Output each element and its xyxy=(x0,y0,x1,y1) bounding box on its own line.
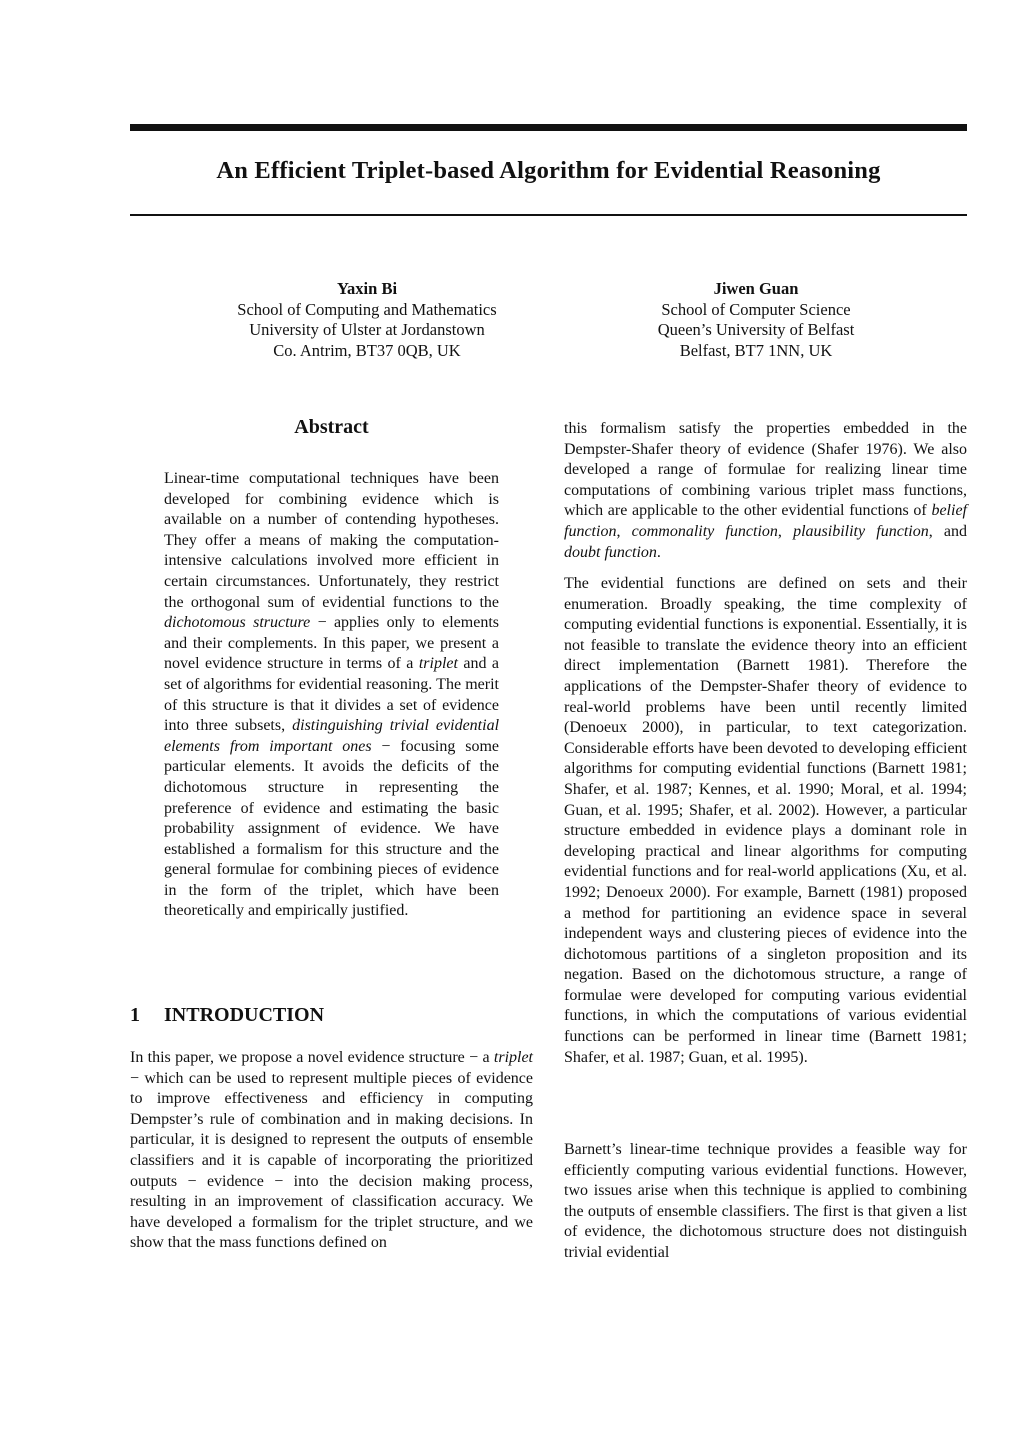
body-emphasis: triplet xyxy=(493,1049,533,1066)
body-text: In this paper, we propose a novel evidence structure − a xyxy=(130,1049,494,1066)
author-address: Co. Antrim, BT37 0QB, UK xyxy=(273,340,461,360)
intro-paragraph-2: The evidential functions are defined on sets and their enumeration. Broadly speaking, the time complexity of computing evidential functions is exponential. Essentially, it is not feasible to translate the evidence theory into an efficient direct implementation (Barnett 1981). Therefore the applications of the Dempster-Shafer theory of evidence to real-world problems have been until recently limited (Denoeux 2000), in particular, to text categorization. Considerable efforts have been devoted to developing efficient algorithms for computing evidential functions (Barnett 1981; Shafer, et al. 1987; Kennes, et al. 1990; Moral, et al. 1994; Guan, et al. 1995; Shafer, et al. 2002). However, a particular structure embedded in evidence plays a dominant role in developing practical and linear algorithms for computing evidential functions and for real-world applications (Xu, et al. 1992; Denoeux 2000). For example, Barnett (1981) proposed a method for partitioning an evidence space in several independent ways and clustering pieces of evidence into the dichotomous partitions of a singleton proposition and its negation. Based on the dichotomous structure, a range of formulae were developed for computing various evidential functions, in which the computations of various evidential functions can be performed in linear time (Barnett 1981; Shafer, et al. 1987; Guan, et al. 1995). xyxy=(564,575,967,1066)
body-emphasis: belief function xyxy=(564,502,967,540)
body-text: − which can be used to represent multiple pieces of evidence to improve effectiveness and efficiency in computing Dempster’s rule of combination and in making decisions. In particular, it is designed to represent the outputs of ensemble classifiers and it is capable of incorporating the prioritized outputs − evidence − into the decision making process, resulting in an improvement of classification accuracy. We have developed a formalism for the triplet structure, and we show that the mass functions defined on xyxy=(130,1069,533,1252)
body-text: this formalism satisfy the properties embedded in the Dempster-Shafer theory of evidence (Shafer 1976). We also developed a range of formulae for realizing linear time computations of combining various triplet mass functions, which are applicable to the other evidential functions of xyxy=(564,420,967,520)
section-number: 1 xyxy=(130,1004,140,1026)
abstract-emphasis: dichotomous structure xyxy=(164,614,311,632)
author-block-2 xyxy=(566,279,946,361)
author-affiliation: Queen’s University of Belfast xyxy=(657,320,855,340)
title-top-rule xyxy=(130,124,967,131)
section-title: INTRODUCTION xyxy=(164,1004,325,1026)
body-emphasis: plausibility function xyxy=(793,522,929,540)
intro-paragraph-1-continued xyxy=(564,419,967,563)
abstract-text: − focusing some particular elements. It avoids the deficits of the dichotomous structure in representing the preference of evidence and estimating the basic probability assignment of evidence. We have established a formalism for this structure and the general formulae for combining pieces of evidence in the form of the triplet, which have been theoretically and empirically justified. xyxy=(164,737,499,920)
body-emphasis: doubt function xyxy=(564,543,657,561)
body-emphasis: commonality function xyxy=(631,522,778,540)
abstract-text: − applies only to elements and their complements. In this paper, we present a novel evidence structure in terms of a xyxy=(164,614,499,673)
author-name: Yaxin Bi xyxy=(336,279,398,298)
abstract-text: Linear-time computational techniques have been developed for combining evidence which is available on a number of contending hypotheses. They offer a means of making the computation-intensive calculations involved more efficient in certain circumstances. Unfortunately, they restrict the orthogonal sum of evidential functions to the xyxy=(164,470,499,611)
intro-paragraph-3: Barnett’s linear-time technique provides a feasible way for efficiently computing various evidential functions. However, two issues arise when this technique is applied to combining the outputs of ensemble classifiers. The first is that given a list of evidence, the dichotomous structure does not distinguish trivial evidential xyxy=(564,1141,967,1261)
intro-paragraph-1 xyxy=(130,1048,533,1254)
body-text: , xyxy=(616,522,632,540)
author-address: Belfast, BT7 1NN, UK xyxy=(679,340,833,360)
body-text: . xyxy=(656,543,661,561)
abstract-heading: Abstract xyxy=(294,416,369,438)
section-heading-introduction xyxy=(130,1004,530,1027)
abstract-emphasis: triplet xyxy=(418,655,458,673)
author-affiliation: School of Computer Science xyxy=(661,299,851,319)
title-bottom-rule xyxy=(130,214,967,216)
paper-title: An Efficient Triplet-based Algorithm for Evidential Reasoning xyxy=(216,157,881,184)
author-name: Jiwen Guan xyxy=(713,279,799,298)
author-affiliation: University of Ulster at Jordanstown xyxy=(249,320,485,340)
body-text: , and xyxy=(928,522,968,540)
abstract-emphasis: distinguishing trivial evidential elements from important ones xyxy=(164,717,500,755)
author-block-1 xyxy=(177,279,557,361)
abstract-paragraph xyxy=(164,469,499,922)
body-text: , xyxy=(777,522,794,540)
author-affiliation: School of Computing and Mathematics xyxy=(237,299,497,319)
abstract-text: and a set of algorithms for evidential reasoning. The merit of this structure is that it divides a set of evidence into three subsets, xyxy=(164,655,500,735)
